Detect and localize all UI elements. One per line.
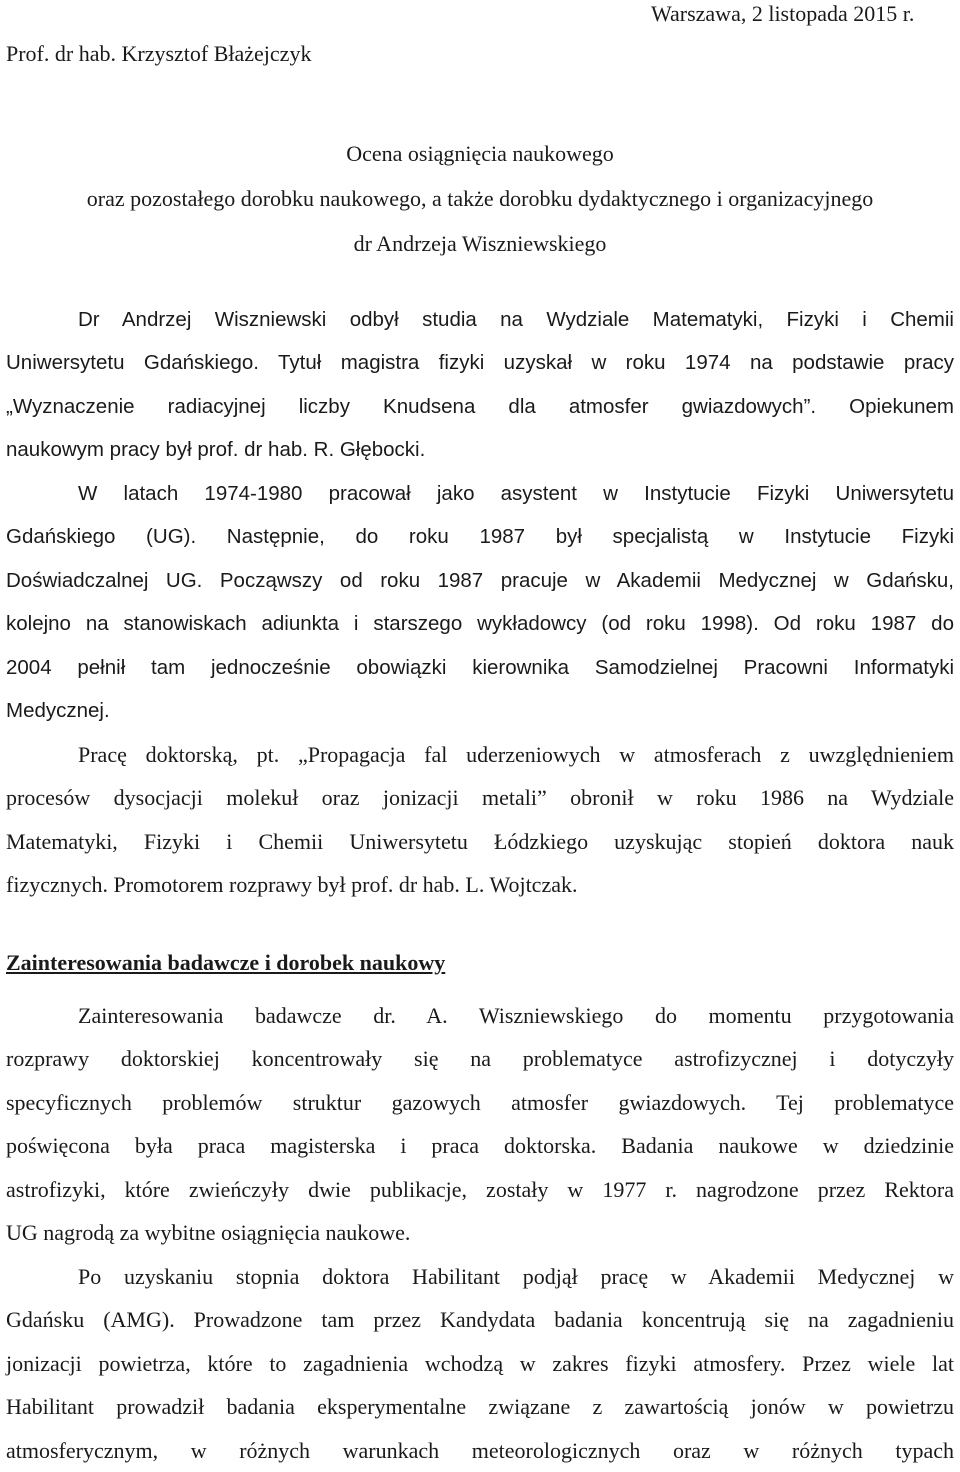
paragraph-line: Pracę doktorską, pt. „Propagacja fal uderzeniowych w atmosferach z uwzględnieniem bbox=[78, 742, 954, 767]
paragraph-line: fizycznych. Promotorem rozprawy był prof. dr hab. L. Wojtczak. bbox=[6, 872, 578, 898]
paragraph-line: W latach 1974-1980 pracował jako asystent w Instytucie Fizyki Uniwersytetu bbox=[78, 482, 954, 505]
paragraph-line: Po uzyskaniu stopnia doktora Habilitant podjął pracę w Akademii Medycznej w bbox=[78, 1264, 954, 1289]
paragraph-research-interests bbox=[6, 994, 954, 1254]
paragraph-employment bbox=[6, 472, 954, 732]
title-line-3: dr Andrzeja Wiszniewskiego bbox=[353, 231, 607, 256]
paragraph-line: „Wyznaczenie radiacyjnej liczby Knudsena dla atmosfer gwiazdowych”. Opiekunem bbox=[6, 394, 954, 418]
paragraph-line: Matematyki, Fizyki i Chemii Uniwersytetu Łódzkiego uzyskując stopień doktora nauk bbox=[6, 828, 954, 854]
paragraph-line: Doświadczalnej UG. Począwszy od roku 1987 pracuje w Akademii Medycznej w Gdańsku, bbox=[6, 568, 954, 592]
paragraph-line: jonizacji powietrza, które to zagadnienia wchodzą w zakres fizyki atmosfery. Przez wiele lat bbox=[6, 1350, 954, 1376]
paragraph-line: 2004 pełnił tam jednocześnie obowiązki kierownika Samodzielnej Pracowni Informatyki bbox=[6, 655, 954, 679]
paragraph-line: procesów dysocjacji molekuł oraz jonizacji metali” obronił w roku 1986 na Wydziale bbox=[6, 785, 954, 811]
paragraph-line: UG nagrodą za wybitne osiągnięcia naukowe. bbox=[6, 1220, 411, 1246]
paragraph-line: naukowym pracy był prof. dr hab. R. Głębocki. bbox=[6, 438, 426, 462]
paragraph-line: Medycznej. bbox=[6, 699, 110, 723]
paragraph-line: rozprawy doktorskiej koncentrowały się na problematyce astrofizycznej i dotyczyły bbox=[6, 1046, 954, 1072]
paragraph-line: specyficznych problemów struktur gazowych atmosfer gwiazdowych. Tej problematyce bbox=[6, 1089, 954, 1115]
paragraph-line: poświęcona była praca magisterska i praca doktorska. Badania naukowe w dziedzinie bbox=[6, 1133, 954, 1159]
section-heading: Zainteresowania badawcze i dorobek naukowy bbox=[6, 950, 446, 975]
paragraph-line: Habilitant prowadził badania eksperymentalne związane z zawartością jonów w powietrzu bbox=[6, 1394, 954, 1420]
paragraph-line: Zainteresowania badawcze dr. A. Wiszniewskiego do momentu przygotowania bbox=[78, 1003, 954, 1028]
paragraph-line: Uniwersytetu Gdańskiego. Tytuł magistra fizyki uzyskał w roku 1974 na podstawie pracy bbox=[6, 351, 954, 375]
paragraph-line: Gdańskiego (UG). Następnie, do roku 1987 był specjalistą w Instytucie Fizyki bbox=[6, 525, 954, 549]
paragraph-studies bbox=[6, 298, 954, 472]
paragraph-line: Dr Andrzej Wiszniewski odbył studia na Wydziale Matematyki, Fizyki i Chemii bbox=[78, 308, 954, 331]
paragraph-line: Gdańsku (AMG). Prowadzone tam przez Kandydata badania koncentrują się na zagadnieniu bbox=[6, 1307, 954, 1333]
reviewer-name: Prof. dr hab. Krzysztof Błażejczyk bbox=[6, 41, 312, 66]
document-date: Warszawa, 2 listopada 2015 r. bbox=[651, 1, 915, 26]
paragraph-amg-research bbox=[6, 1255, 954, 1472]
paragraph-line: kolejno na stanowiskach adiunkta i starszego wykładowcy (od roku 1998). Od roku 1987 do bbox=[6, 612, 954, 636]
title-line-2: oraz pozostałego dorobku naukowego, a także dorobku dydaktycznego i organizacyjnego bbox=[86, 186, 874, 211]
document-title bbox=[0, 131, 960, 266]
title-line-1: Ocena osiągnięcia naukowego bbox=[346, 141, 614, 166]
paragraph-line: atmosferycznym, w różnych warunkach meteorologicznych oraz w różnych typach bbox=[6, 1437, 954, 1463]
paragraph-line: astrofizyki, które zwieńczyły dwie publikacje, zostały w 1977 r. nagrodzone przez Rektora bbox=[6, 1176, 954, 1202]
paragraph-doctorate bbox=[6, 733, 954, 907]
